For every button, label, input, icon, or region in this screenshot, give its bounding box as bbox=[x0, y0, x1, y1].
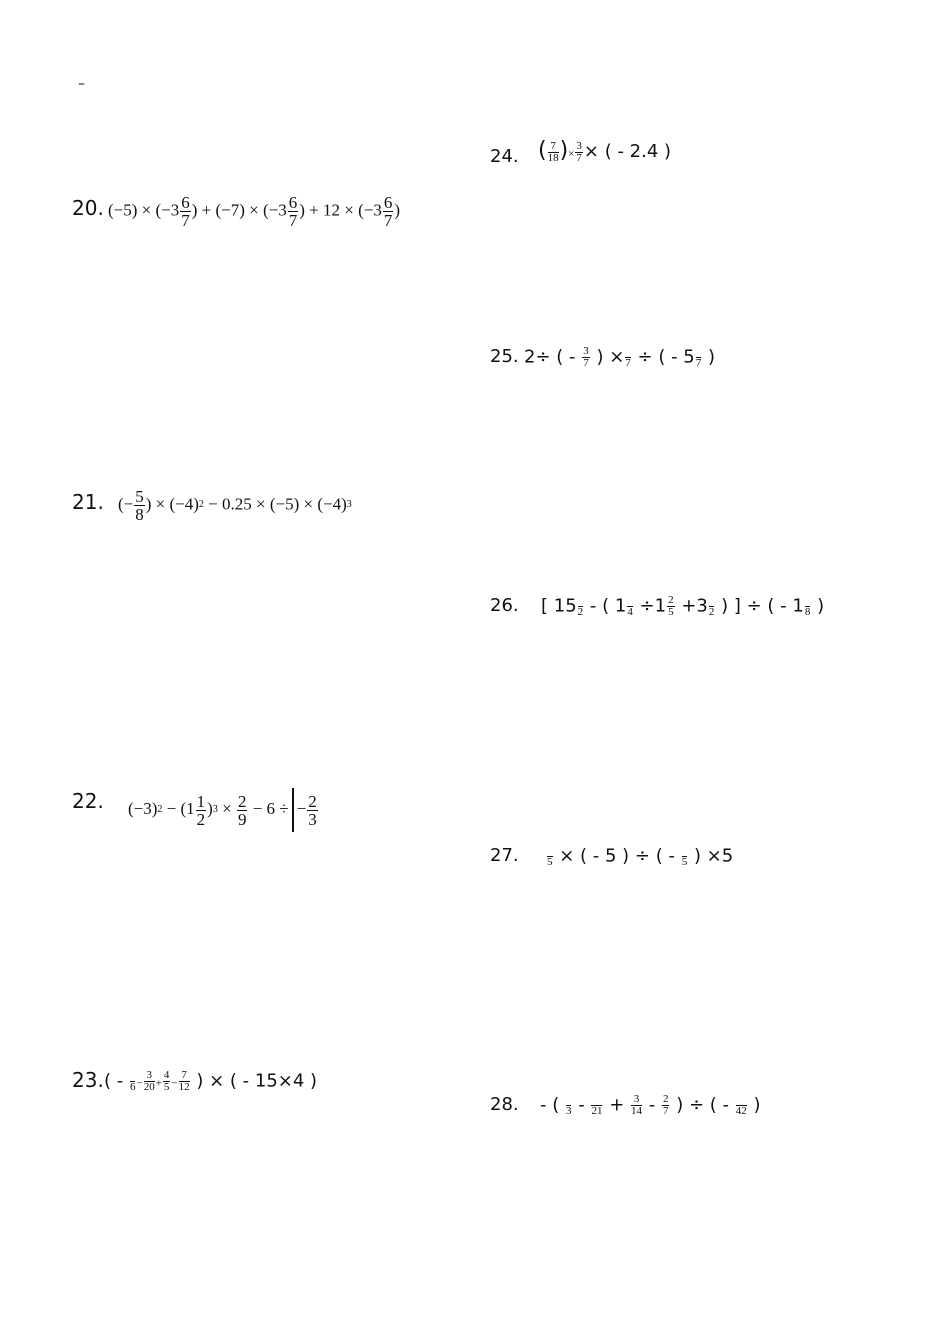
fraction: 5 bbox=[547, 845, 553, 868]
problem-21-expression: (− $\frac{5}{8}$ ) × (−4)2 − 0.25 × (−5) × (−4)3 bbox=[118, 487, 352, 524]
problem-26-number: 26. bbox=[490, 595, 519, 616]
fraction: $\frac{2}{5}$ bbox=[668, 594, 674, 618]
fraction: $\frac{6}{7}$ bbox=[288, 193, 298, 230]
fraction: 2 bbox=[578, 595, 584, 618]
problem-23-expression: ( - 6 − $\frac{3}{20}$ + $\frac{4}{5}$ − $\frac{7}{12}$ ) × ( - 15×4 ) bbox=[104, 1069, 318, 1093]
fraction: 6 bbox=[130, 1070, 136, 1093]
problem-22-number: 22. bbox=[72, 789, 104, 813]
fraction: $\frac{3}{7}$ bbox=[583, 345, 589, 369]
fraction: $\frac{2}{9}$ bbox=[237, 791, 247, 829]
fraction: $\frac{7}{18}$ bbox=[547, 139, 559, 164]
problem-27-number: 27. bbox=[490, 845, 519, 866]
problem-20-number: 20. bbox=[72, 196, 104, 220]
fraction: $\frac{1}{2}$ bbox=[196, 791, 206, 829]
fraction: 3 bbox=[566, 1094, 572, 1117]
problem-23-number: 23. bbox=[72, 1068, 104, 1092]
fraction: $\frac{6}{7}$ bbox=[383, 193, 393, 230]
expr-part: (−5) × (−3 bbox=[108, 200, 180, 220]
problem-25-number: 25. bbox=[490, 346, 519, 367]
problem-20-expression bbox=[108, 194, 400, 229]
fraction: 4 bbox=[627, 595, 633, 618]
fraction: 42 bbox=[736, 1094, 747, 1117]
fraction: $\frac{5}{8}$ bbox=[135, 487, 144, 524]
fraction: $\frac{3}{20}$ bbox=[143, 1069, 155, 1093]
problem-24-number: 24. bbox=[490, 146, 519, 167]
fraction: 5 bbox=[682, 845, 688, 868]
fraction: $\frac{2}{3}$ bbox=[308, 791, 317, 829]
expr-part: ) bbox=[394, 200, 401, 220]
fraction: 7 bbox=[696, 346, 702, 369]
problem-24-expression: ( $\frac{7}{18}$ )× $\frac{3}{7}$ × ( - 2.4 ) bbox=[538, 138, 672, 164]
fraction: 8 bbox=[805, 595, 811, 618]
problem-21-number: 21. bbox=[72, 490, 104, 514]
problem-25-expression: 2÷ ( - $\frac{3}{7}$ ) × 7 ÷ ( - 5 7 ) bbox=[524, 345, 716, 369]
problem-28-expression: - ( 3 - 21 + $\frac{3}{14}$ - $\frac{2}{7}$ ) ÷ ( - 42 ) bbox=[540, 1093, 761, 1117]
fraction: $\frac{6}{7}$ bbox=[181, 193, 190, 230]
problem-26-expression: [ 15 2 - ( 1 4 ÷1 $\frac{2}{5}$ +3 2 ) ] ÷ ( - 1 8 ) bbox=[541, 594, 825, 618]
fraction: 21 bbox=[591, 1094, 602, 1117]
fraction: 2 bbox=[709, 595, 715, 618]
fraction: $\frac{4}{5}$ bbox=[163, 1069, 170, 1093]
fraction: $\frac{2}{7}$ bbox=[662, 1093, 669, 1117]
fraction: $\frac{3}{7}$ bbox=[576, 139, 582, 164]
expr-part: ) + (−7) × (−3 bbox=[191, 200, 287, 220]
fraction: $\frac{3}{14}$ bbox=[631, 1093, 643, 1117]
absolute-value-bar bbox=[292, 788, 294, 832]
fraction: 7 bbox=[625, 346, 631, 369]
header-mark: – bbox=[78, 76, 85, 92]
problem-28-number: 28. bbox=[490, 1094, 519, 1115]
problem-27-expression: 5 × ( - 5 ) ÷ ( - 5 ) ×5 bbox=[547, 845, 734, 868]
expr-part: ) + 12 × (−3 bbox=[299, 200, 382, 220]
problem-22-expression: (−3)2 − (1 $\frac{1}{2}$ )3 × $\frac{2}{9}$ − 6 ÷ − $\frac{2}{3}$ bbox=[128, 788, 319, 832]
fraction: $\frac{7}{12}$ bbox=[178, 1069, 190, 1093]
